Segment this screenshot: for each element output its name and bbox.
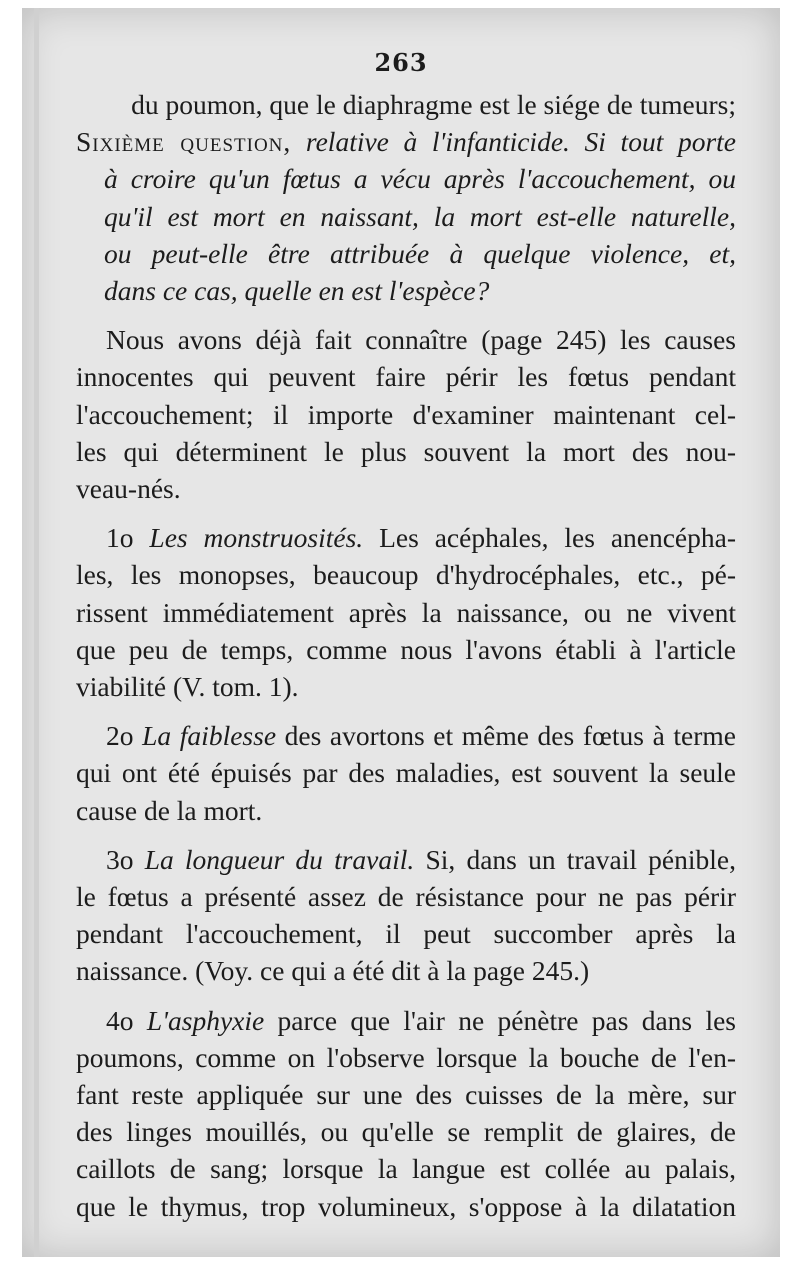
item-text: Si, dans un travail pénible, [425,843,737,875]
item-line: rissent immédiatement après la naissance, ou ne vivent [76,596,736,628]
item-number: 2o [106,720,134,752]
item-line: pendant l'accouchement, il peut succomber après la [76,918,736,950]
question-heading: Sixième question, [76,126,292,158]
item-longueur-travail [76,841,736,990]
body-text [76,86,736,1225]
item-line: viabilité (V. tom. 1). [76,671,299,703]
question-line: qu'il est mort en naissant, la mort est-elle naturelle, [104,200,736,232]
intro-line: Nous avons déjà fait connaître (page 245) les causes [106,324,736,356]
item-faiblesse [76,717,736,829]
item-line: qui ont été épuisés par des maladies, est souvent la seule [76,757,736,789]
item-line: poumons, comme on l'observe lorsque la bouche de l'en- [76,1041,736,1073]
intro-line: innocentes qui peuvent faire périr les fœtus pendant [76,361,736,393]
item-line: naissance. (Voy. ce qui a été dit à la page 245.) [76,955,590,987]
intro-line: l'accouchement; il importe d'examiner maintenant cel- [76,398,736,430]
item-asphyxie [76,1002,736,1225]
question-paragraph [76,123,736,309]
item-number: 1o [106,522,134,554]
question-heading-rest: relative à l'infanticide. Si tout porte [305,126,737,158]
intro-line: veau-nés. [76,473,181,505]
item-line: les, les monopses, beaucoup d'hydrocéphales, etc., pé- [76,559,736,591]
item-title: La longueur du travail. [144,843,415,875]
page-edge [34,8,39,1257]
item-number: 4o [106,1004,134,1036]
item-monstruosites [76,519,736,705]
item-line: caillots de sang; lorsque la langue est collée au palais, [76,1153,736,1185]
question-line: ou peut-elle être attribuée à quelque violence, et, [104,237,736,269]
intro-paragraph [76,321,736,507]
item-line: fant reste appliquée sur une des cuisses de la mère, sur [76,1079,736,1111]
item-title: Les monstruosités. [149,522,364,554]
item-number: 3o [106,843,134,875]
item-line: le fœtus a présenté assez de résistance pour ne pas périr [76,881,736,913]
item-text: parce que l'air ne pénètre pas dans les [277,1004,736,1036]
item-line: des linges mouillés, ou qu'elle se remplit de glaires, de [76,1116,736,1148]
continuation-line: du poumon, que le diaphragme est le siége de tumeurs; [131,89,736,120]
question-line: à croire qu'un fœtus a vécu après l'accouchement, ou [104,163,736,195]
intro-line: les qui déterminent le plus souvent la mort des nou- [76,435,736,467]
book-page [22,8,780,1257]
item-line: que peu de temps, comme nous l'avons établi à l'article [76,633,736,665]
question-line: dans ce cas, quelle en est l'espèce? [104,275,490,307]
item-text: des avortons et même des fœtus à terme [284,720,736,752]
item-text: Les acéphales, les anencépha- [379,522,736,554]
item-line: que le thymus, trop volumineux, s'oppose à la dilatation [76,1190,736,1222]
item-title: L'asphyxie [146,1004,265,1036]
page-number: 263 [374,48,428,77]
item-line: cause de la mort. [76,794,263,826]
item-title: La faiblesse [142,720,277,752]
